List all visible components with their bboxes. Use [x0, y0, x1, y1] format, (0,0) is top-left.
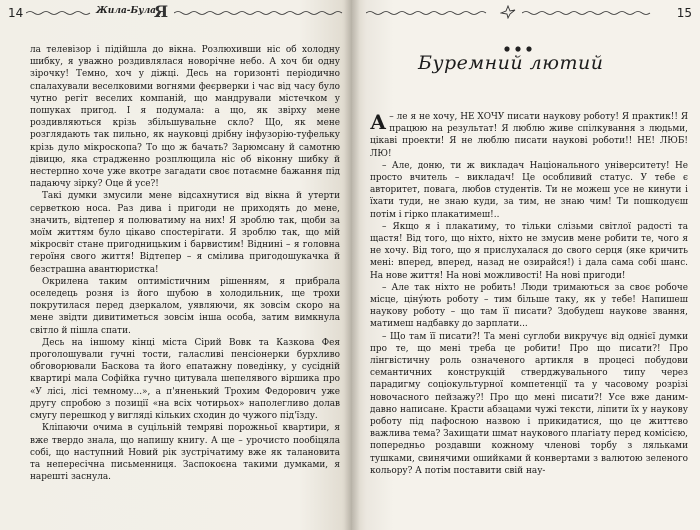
paragraph: – Якщо я і плакатиму, то тільки слізьми світлої радості та щастя! Від того, що ніхто, ніхто не змусив мене робити те, чого я не хочу. Від того, що я прислухалася до свого серця (яке кричить мені: вперед, вперед, назад не озирайся!) і дала сама собі шанс. На нове життя! На нові можливості! На нові пригоди! [370, 221, 688, 281]
chapter-title: Буремний лютий [418, 52, 604, 74]
paragraph-text: – ле я не хочу, НЕ ХОЧУ писати наукову роботу! Я практик!! Я працюю на результат! Я люблю живе спілкування з людьми, цікаві проекти! Я не люблю писати наукові роботи!! НЕ! ЛЮБ! ЛЮ! [370, 112, 688, 159]
paragraph: Кліпаючи очима в суцільній темряві порожньої квартири, я вже твердо знала, що напишу книгу. А ще – урочисто пообіцяла собі, що наступний Новий рік зустрічатиму вже як талановита та непересічна письменниця. Заспокоєна такими думками, я нарешті заснула. [30, 423, 340, 483]
wavy-rule-ornament [26, 10, 92, 16]
paragraph: Десь на іншому кінці міста Сірий Вовк та Казкова Фея проголошували гучні тости, галасливі пенсіонерки бурхливо обговорювали Баскова та його епатажну поведінку, у сусідній квартирі мала Софійка гучно цитувала шепелявого віршика про «У лісі, лісі темному...», а п'яненький Трохим Федорович уже другу спробою з позиції «на всіх чотирьох» наполегливо долав смугу перешкод у вигляді кільких сходин до чужого під'їзду. [30, 337, 340, 422]
left-page-number: 14 [8, 6, 24, 20]
paragraph: – Але так ніхто не робить! Люди тримаються за своє робоче місце, ціну́ють роботу – тим більше таку, як у тебе! Напишеш наукову роботу – що там її писати? Здобудеш наукове звання, матимеш надбавку до зарплати... [370, 282, 688, 330]
wavy-rule-ornament [174, 10, 344, 16]
left-page-header [8, 2, 344, 22]
wavy-rule-ornament [366, 10, 494, 16]
running-head: Жила-Була [96, 6, 156, 16]
running-head-letter: Я [154, 2, 169, 21]
gutter-shadow [344, 0, 360, 530]
paper-crane-icon [500, 4, 516, 18]
heart-dots-ornament [503, 38, 533, 46]
paragraph: Окрилена таким оптимістичним рішенням, я прибрала оселедець розня із його шубою в холодильник, ще трохи покрутилася перед дзеркалом, уявляючи, як зовсім скоро на мене звідти дивитиметься зовсім інша особа, затим вимкнула світло й пішла спати. [30, 276, 340, 336]
paragraph [370, 111, 688, 160]
right-page-body [370, 111, 688, 477]
wavy-rule-ornament [522, 10, 652, 16]
paragraph: Такі думки змусили мене відсахнутися від вікна й утерти серветкою носа. Раз дива і пригоди не приходять до мене, значить, відтепер я полюватиму на них! Я зроблю так, щоби за моїм життям було цікаво спостерігати. Я зроблю так, що мій мікросвіт стане пригодницьким і барвистим! Віднині – я головна героїня свого життя! Відтепер – я смілива пригодошукачка й безстрашна авантюристка! [30, 191, 340, 275]
paragraph: – Але, доню, ти ж викладач Національного університету! Не просто вчитель – викладач! Це особливий статус. У тебе є авторитет, повага, любов студентів. Ти не можеш усе не кинути і їхати туди, не знаю куди, за тим, не знаю чим! Ти пошкодуєш потім і гірко плакатимеш!.. [370, 160, 688, 220]
right-page-header [366, 6, 692, 22]
paragraph: ла телевізор і підійшла до вікна. Розлюхивши ніс об холодну шибку, я уважно роздивлялася новорічне небо. А хоч би одну зірочку! Темно, хоч у діжці. Десь на горизонті періодично спалахували веселковими вогнями феєрверки і час від часу було чутно регіт веселих компаній, що мандрували містечком у пошуках пригод. І я подумала: а що, як звірху мене роздивляються крізь збільшувальне скло? Що, як мене розглядають так пильно, як науковці дрібну інфузорію-туфельку крізь дуло мікроскопа? То що ж бачать? Зарюмсану й самотню дівицю, яка страдженно розплющила ніс об віконну шибку й нестерпно хоче уже вкотре загадати своє потаємне бажання під падаючу зірку? Оце й усе?! [30, 45, 340, 190]
drop-cap: А [370, 110, 387, 134]
paragraph: – Що там її писати?! Та мені суглоби викручує від однієї думки про те, що мені треба це робити! Про що писати?! Про лінгвістичну роль означеного артикля в процесі побудови семантичних конструкцій стверджувального типу через парадигму соціокультурної компетенції та у часовому розрізі новочасного пейзажу?! Про що мені писати?! Усе вже даним-давно написане. Красти абзацами чужі тексти, ліпити їх у наукову роботу під пафосною назвою і прикидатися, що це життєво важлива тема? Захищати шмат наукового плагіату перед комісією, попередньо роздавши кожному членові торбу з ляльками тушками, свинячими ошийками й конвертами з валютою зеленого кольору? А потім поставити свій нау- [370, 331, 688, 476]
left-page-body [30, 44, 340, 483]
right-page [352, 0, 700, 530]
right-page-number: 15 [676, 6, 692, 20]
